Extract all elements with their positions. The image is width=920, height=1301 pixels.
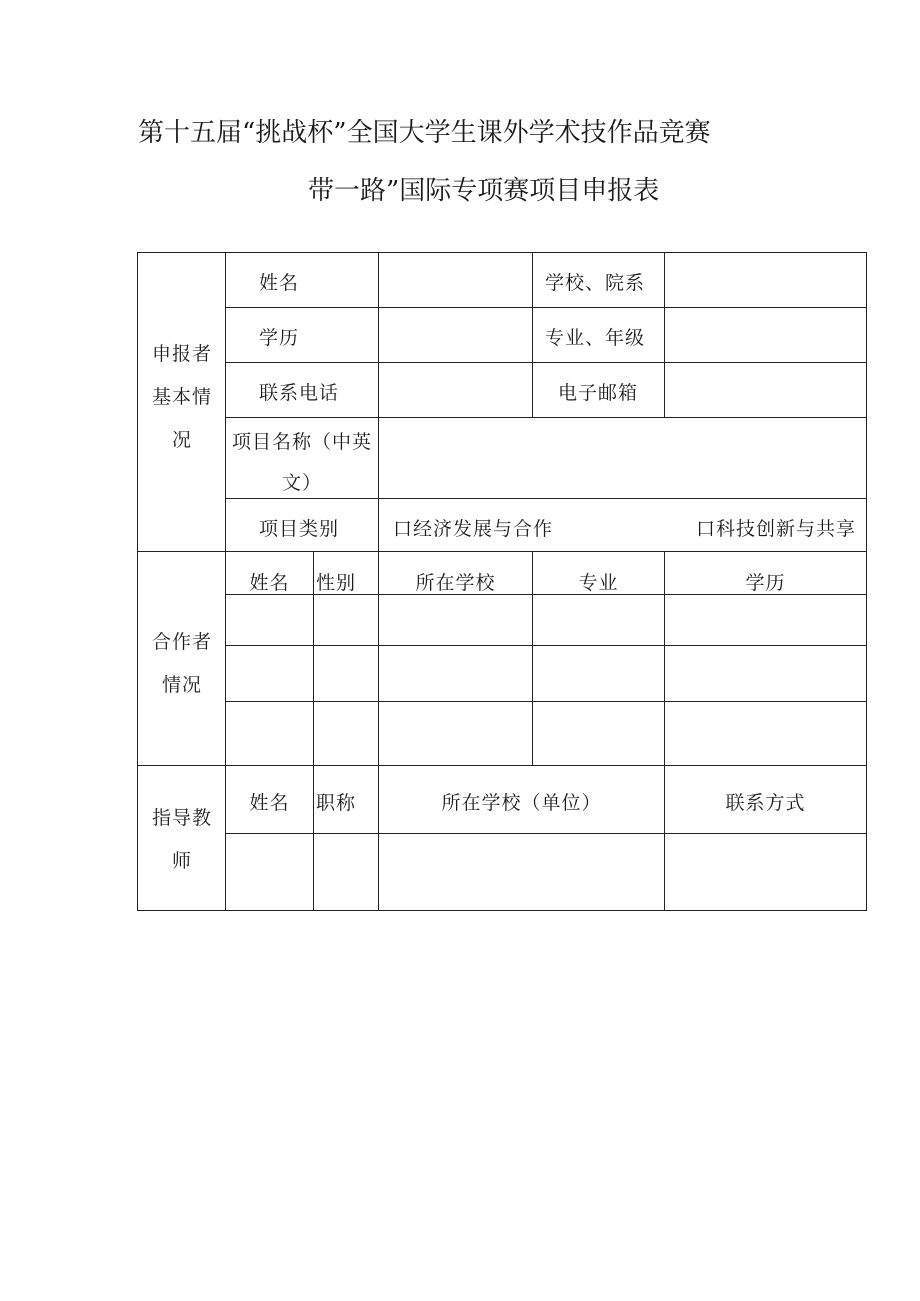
collaborator-header-education: 学历 — [745, 572, 786, 594]
column-divider — [378, 765, 379, 911]
collaborators-section-label: 合作者情况 — [151, 631, 212, 696]
form-title-line-1: 第十五届“挑战杯”全国大学生课外学术技作品竞赛 — [138, 118, 711, 148]
email-label: 电子邮箱 — [558, 382, 639, 404]
row-divider — [225, 362, 866, 363]
column-divider — [378, 252, 379, 418]
applicant-section-label: 申报者基本情况 — [151, 343, 212, 451]
row-divider — [225, 645, 866, 646]
column-divider — [313, 765, 314, 911]
row-divider — [225, 417, 866, 418]
advisor-section-label: 指导教师 — [151, 807, 212, 872]
row-divider — [225, 701, 866, 702]
category-option-economic[interactable]: 口经济发展与合作 — [393, 518, 554, 540]
project-name-label: 项目名称（中英文） — [231, 431, 372, 494]
category-option-technology[interactable]: 口科技创新与共享 — [696, 518, 857, 540]
section-divider — [137, 765, 867, 766]
education-label: 学历 — [259, 327, 300, 349]
major-grade-label: 专业、年级 — [545, 327, 646, 349]
table-right-border — [866, 252, 867, 911]
name-label: 姓名 — [259, 272, 300, 294]
column-divider — [378, 417, 379, 499]
advisor-header-name: 姓名 — [249, 792, 290, 814]
advisor-header-school: 所在学校（单位） — [441, 792, 602, 814]
table-top-border — [137, 252, 867, 253]
collaborator-header-school: 所在学校 — [415, 572, 496, 594]
column-divider — [378, 498, 379, 552]
school-dept-label: 学校、院系 — [545, 272, 646, 294]
phone-label: 联系电话 — [259, 382, 340, 404]
table-bottom-border — [137, 910, 867, 911]
column-divider — [664, 765, 665, 911]
row-divider — [225, 307, 866, 308]
form-title-line-2: 带一路”国际专项赛项目申报表 — [308, 176, 660, 206]
advisor-header-title: 职称 — [315, 792, 356, 814]
collaborator-header-gender: 性别 — [315, 572, 356, 594]
section-divider — [137, 551, 867, 552]
row-divider — [225, 833, 866, 834]
column-divider — [664, 252, 665, 418]
category-label: 项目类别 — [259, 518, 340, 540]
collaborator-header-major: 专业 — [578, 572, 619, 594]
advisor-header-contact: 联系方式 — [725, 792, 806, 814]
table-left-border — [137, 252, 138, 911]
collaborator-header-name: 姓名 — [249, 572, 290, 594]
column-divider — [532, 252, 533, 418]
